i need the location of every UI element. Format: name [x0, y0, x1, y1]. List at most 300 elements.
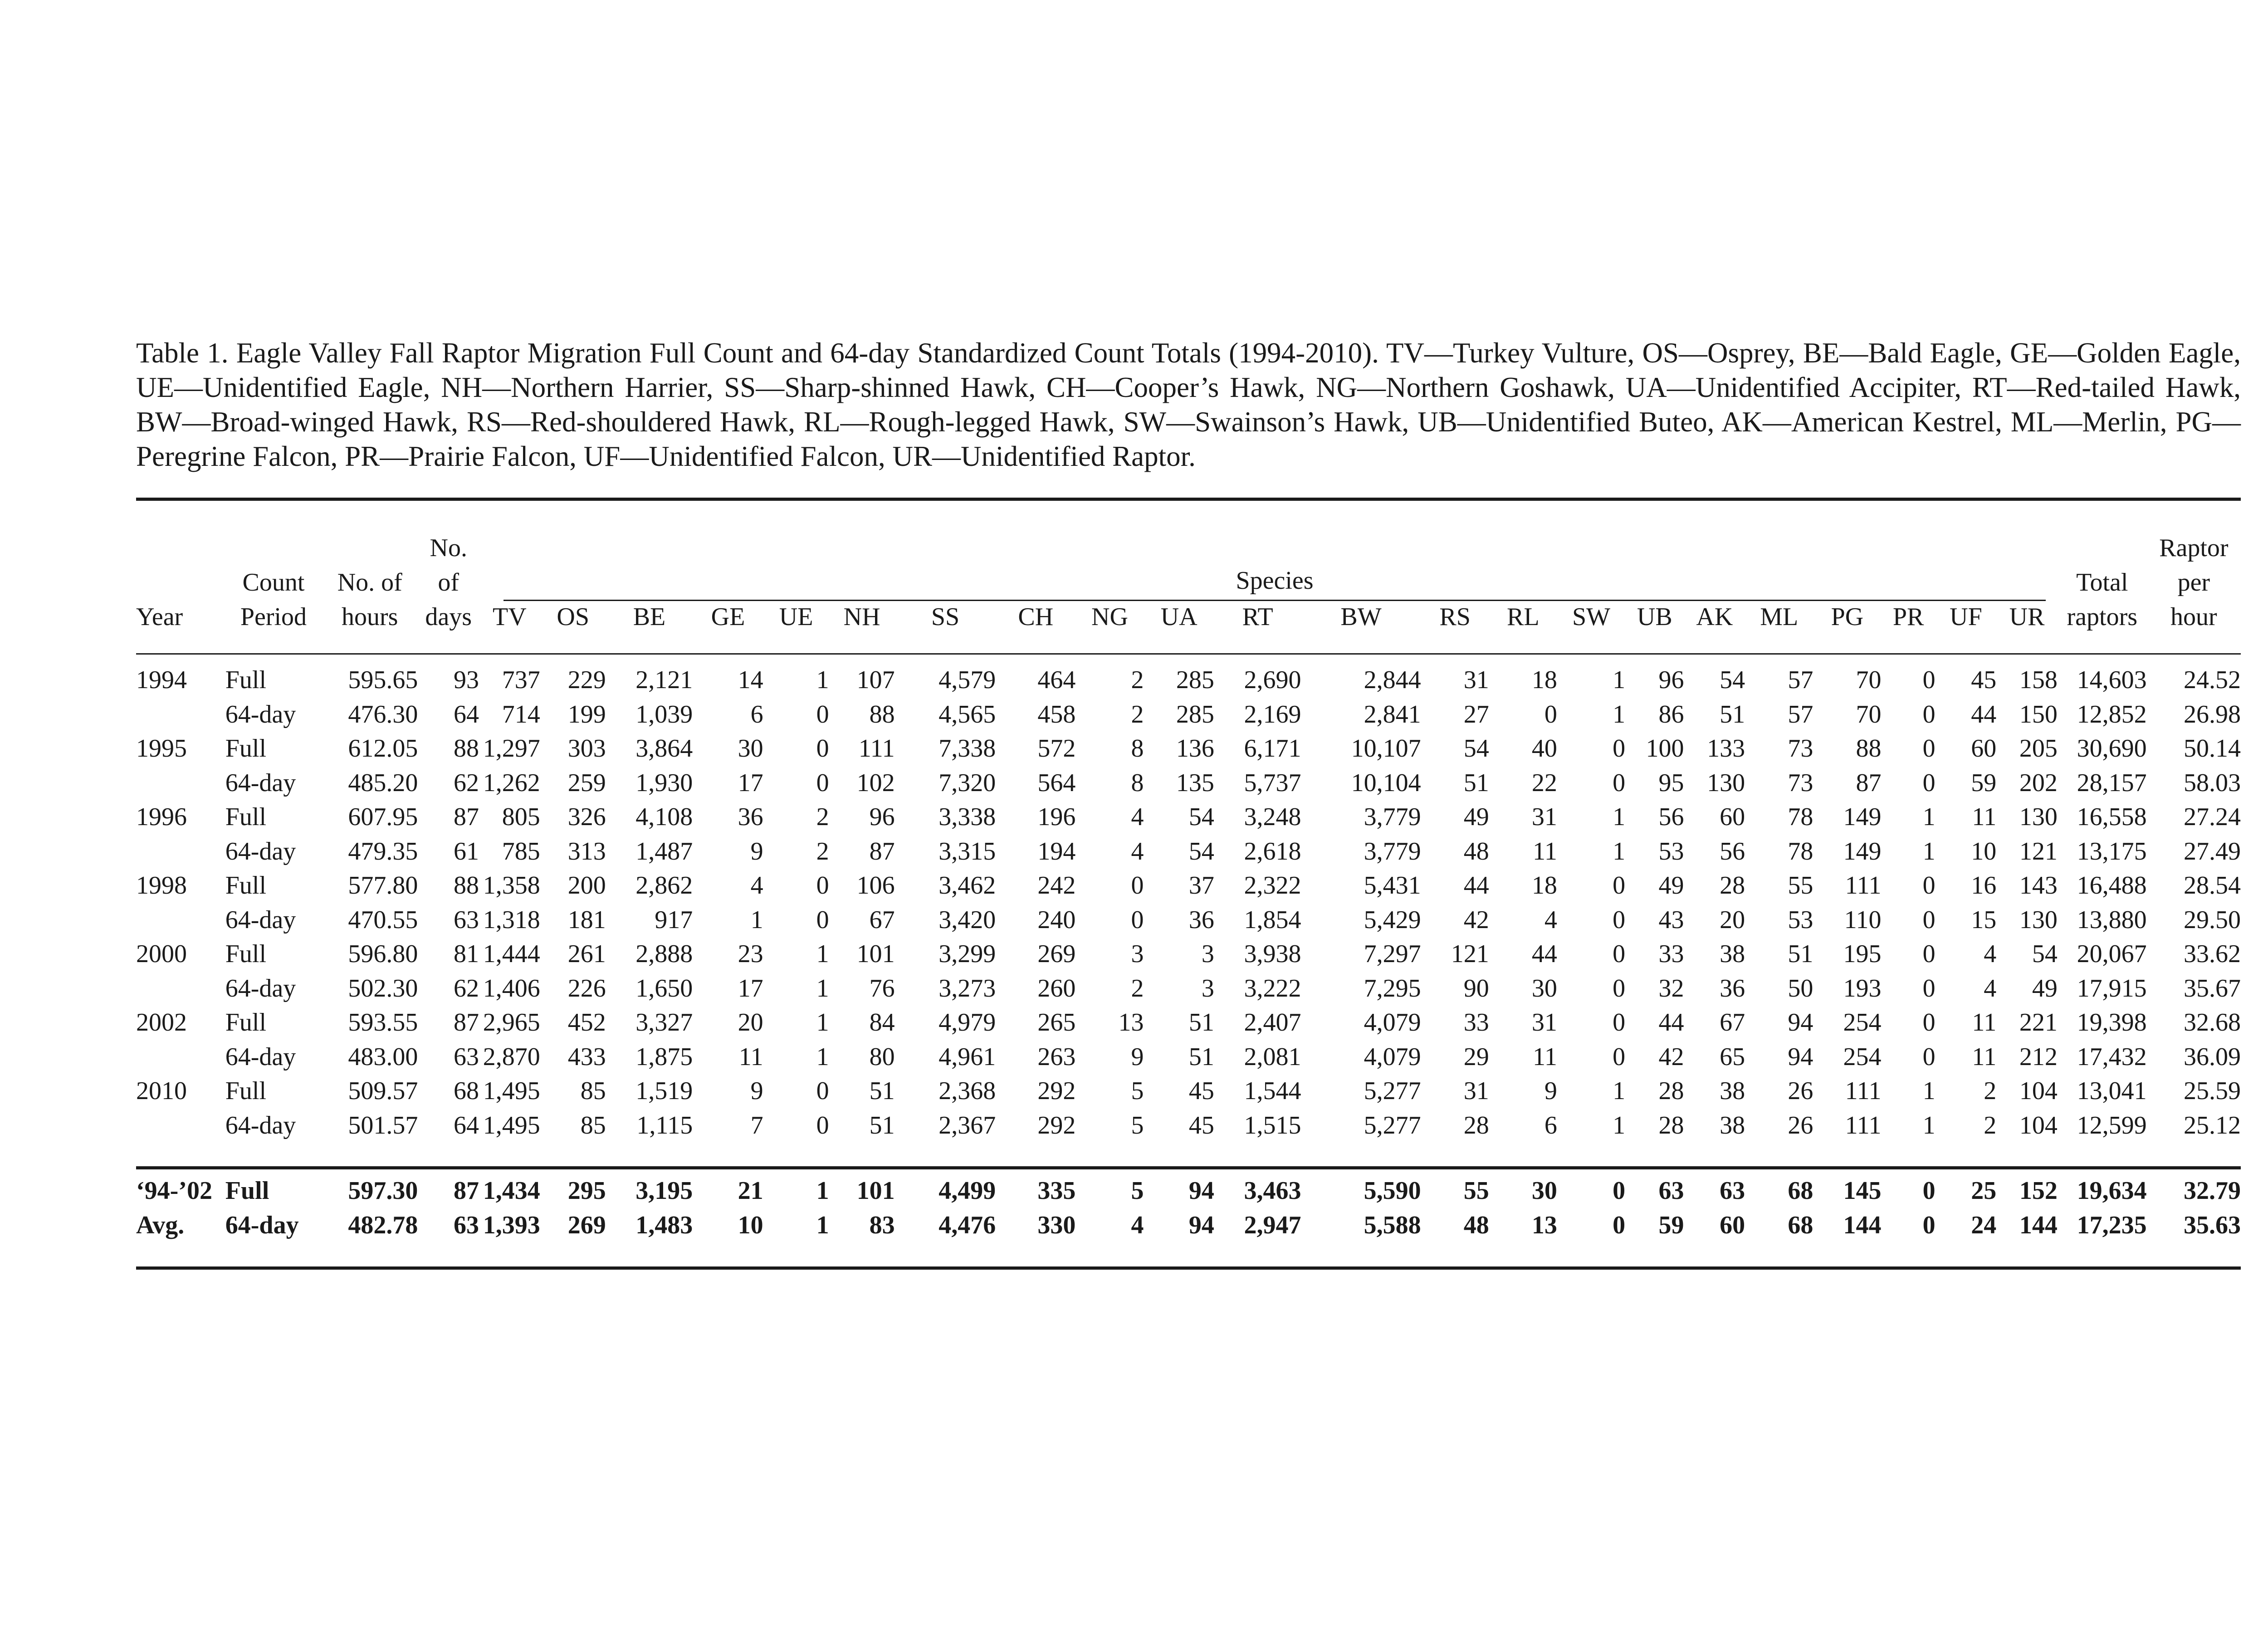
- table-cell: 2: [1131, 974, 1144, 1002]
- table-cell: 76: [869, 974, 895, 1002]
- table-cell: UF: [1950, 603, 1982, 631]
- table-cell: [136, 903, 225, 938]
- table-cell: 13,175: [2077, 837, 2147, 865]
- table-cell: [1882, 531, 1936, 565]
- table-cell: RL: [1507, 603, 1540, 631]
- table-cell: SW: [1572, 603, 1610, 631]
- table-cell: 3,195: [635, 1177, 693, 1205]
- table-cell: 63: [1720, 1177, 1745, 1205]
- table-cell: 226: [567, 974, 606, 1002]
- table-cell: 1,115: [636, 1111, 693, 1139]
- table-cell: 1,495: [483, 1111, 540, 1139]
- average-row: [136, 1208, 2241, 1243]
- table-cell: 1,544: [1244, 1077, 1301, 1105]
- table-cell: 2: [1984, 1077, 1997, 1105]
- table-cell: 292: [1037, 1111, 1076, 1139]
- table-cell: 135: [1176, 768, 1214, 797]
- table-cell: 20,067: [2077, 940, 2147, 968]
- table-cell: 0: [1613, 1211, 1626, 1239]
- table-cell: days: [425, 603, 472, 631]
- table-cell: 1: [1922, 1111, 1936, 1139]
- table-cell: 0: [1613, 940, 1626, 968]
- table-cell: 0: [1131, 871, 1144, 900]
- average-row: [136, 1174, 2241, 1208]
- table-cell: 595.65: [348, 666, 418, 694]
- table-cell: 31: [1463, 666, 1489, 694]
- table-cell: 0: [816, 1077, 829, 1105]
- table-cell: 31: [1531, 1008, 1557, 1037]
- table-cell: 181: [567, 905, 606, 934]
- table-cell: 11: [1972, 1008, 1997, 1037]
- table-cell: [996, 565, 1075, 600]
- table-cell: 16,558: [2077, 803, 2147, 831]
- table-cell: 18: [1531, 666, 1557, 694]
- table-cell: 63: [1658, 1177, 1684, 1205]
- table-row: [136, 869, 2241, 903]
- table-cell: 1: [816, 666, 829, 694]
- table-cell: 25.59: [2184, 1077, 2241, 1105]
- table-cell: 18: [1531, 871, 1557, 900]
- table-cell: 9: [750, 1077, 763, 1105]
- table-cell: 1,434: [483, 1177, 540, 1205]
- table-cell: [763, 531, 829, 565]
- table-cell: 265: [1037, 1008, 1076, 1037]
- table-cell: 143: [2019, 871, 2058, 900]
- table-cell: 8: [1131, 768, 1144, 797]
- table-cell: 42: [1463, 905, 1489, 934]
- table-cell: 242: [1037, 871, 1076, 900]
- table-cell: UA: [1160, 603, 1198, 631]
- table-cell: 2: [816, 803, 829, 831]
- table-cell: No.: [430, 534, 467, 562]
- table-cell: 4,979: [938, 1008, 996, 1037]
- table-cell: [1214, 531, 1301, 565]
- table-cell: 107: [856, 666, 895, 694]
- table-cell: 51: [1188, 1008, 1214, 1037]
- table-cell: 1,854: [1244, 905, 1301, 934]
- table-cell: 16,488: [2077, 871, 2147, 900]
- table-cell: [763, 565, 829, 600]
- table-cell: 28: [1658, 1077, 1684, 1105]
- table-cell: 1: [1613, 700, 1626, 728]
- table-cell: PG: [1831, 603, 1864, 631]
- table-cell: Full: [225, 1008, 267, 1037]
- table-cell: 100: [1646, 734, 1684, 763]
- table-cell: 2,618: [1244, 837, 1301, 865]
- table-cell: 452: [567, 1008, 606, 1037]
- table-cell: 73: [1788, 734, 1813, 763]
- table-cell: [1813, 565, 1881, 600]
- table-cell: 87: [1856, 768, 1882, 797]
- table-cell: 57: [1788, 666, 1813, 694]
- table-cell: 476.30: [348, 700, 418, 728]
- table-cell: 11: [738, 1042, 763, 1071]
- table-cell: 1: [1613, 803, 1626, 831]
- table-cell: 1,483: [635, 1211, 693, 1239]
- table-cell: [136, 972, 225, 1006]
- table-cell: 1998: [136, 871, 187, 900]
- table-cell: 51: [1463, 768, 1489, 797]
- table-cell: 917: [655, 905, 693, 934]
- table-cell: 24: [1971, 1211, 1997, 1239]
- table-cell: 303: [567, 734, 606, 763]
- table-cell: Full: [225, 734, 267, 763]
- table-cell: 133: [1707, 734, 1745, 763]
- table-cell: 5,277: [1364, 1111, 1421, 1139]
- table-row: [136, 732, 2241, 766]
- table-cell: PR: [1892, 603, 1924, 631]
- table-cell: 10,107: [1351, 734, 1421, 763]
- table-cell: [540, 565, 606, 600]
- table-cell: of: [438, 568, 459, 596]
- table-cell: 44: [1971, 700, 1997, 728]
- table-row: [136, 972, 2241, 1006]
- table-cell: 593.55: [348, 1008, 418, 1037]
- table-cell: 1,262: [483, 768, 540, 797]
- table-cell: 83: [869, 1211, 895, 1239]
- table-cell: 45: [1188, 1111, 1214, 1139]
- table-cell: 6,171: [1244, 734, 1301, 763]
- table-cell: 3,315: [938, 837, 996, 865]
- table-cell: 44: [1658, 1008, 1684, 1037]
- table-cell: 5,737: [1244, 768, 1301, 797]
- table-cell: 88: [869, 700, 895, 728]
- table-cell: 335: [1037, 1177, 1076, 1205]
- table-cell: [693, 531, 763, 565]
- table-cell: 12,599: [2077, 1111, 2147, 1139]
- table-cell: 27.49: [2184, 837, 2241, 865]
- table-cell: [996, 531, 1075, 565]
- table-cell: 0: [1922, 768, 1936, 797]
- table-cell: Raptor: [2159, 534, 2229, 562]
- table-cell: [1421, 531, 1489, 565]
- table-cell: 0: [1922, 905, 1936, 934]
- table-row: [136, 663, 2241, 698]
- table-cell: 0: [1613, 905, 1626, 934]
- table-cell: 254: [1843, 1042, 1882, 1071]
- table-cell: 44: [1531, 940, 1557, 968]
- table-cell: 145: [1843, 1177, 1882, 1205]
- table-cell: [606, 531, 693, 565]
- table-cell: [1684, 565, 1745, 600]
- table-cell: BW: [1340, 603, 1382, 631]
- table-cell: 596.80: [348, 940, 418, 968]
- table-cell: 60: [1971, 734, 1997, 763]
- table-cell: 6: [1544, 1111, 1557, 1139]
- table-cell: 130: [1707, 768, 1745, 797]
- table-cell: 0: [1922, 940, 1936, 968]
- table-cell: CH: [1018, 603, 1054, 631]
- table-cell: 3,864: [635, 734, 693, 763]
- table-cell: 7,320: [938, 768, 996, 797]
- table-cell: 470.55: [348, 905, 418, 934]
- table-cell: [1421, 565, 1489, 600]
- table-cell: 64-day: [225, 905, 296, 934]
- table-cell: 509.57: [348, 1077, 418, 1105]
- table-cell: Full: [225, 871, 267, 900]
- table-cell: 3,463: [1244, 1177, 1301, 1205]
- table-cell: 485.20: [348, 768, 418, 797]
- table-cell: 3,420: [938, 905, 996, 934]
- table-cell: 88: [1856, 734, 1882, 763]
- table-cell: 149: [1843, 803, 1882, 831]
- table-cell: [1557, 531, 1625, 565]
- header-row: [136, 600, 2241, 634]
- table-cell: 1,515: [1244, 1111, 1301, 1139]
- table-cell: 7,338: [938, 734, 996, 763]
- table-cell: 13: [1118, 1008, 1144, 1037]
- table-cell: [1996, 531, 2058, 565]
- table-cell: 26.98: [2184, 700, 2241, 728]
- table-cell: UB: [1637, 603, 1672, 631]
- table-cell: GE: [711, 603, 745, 631]
- table-cell: 240: [1037, 905, 1076, 934]
- table-cell: [1745, 531, 1813, 565]
- table-row: [136, 698, 2241, 732]
- table-cell: 0: [1544, 700, 1557, 728]
- table-cell: 110: [1844, 905, 1882, 934]
- table-cell: raptors: [2067, 603, 2138, 631]
- table-cell: 254: [1843, 1008, 1882, 1037]
- table-cell: 714: [502, 700, 540, 728]
- table-cell: 2,862: [635, 871, 693, 900]
- table-cell: 205: [2019, 734, 2058, 763]
- header-row: [136, 531, 2241, 565]
- table-cell: 0: [816, 905, 829, 934]
- table-cell: 612.05: [348, 734, 418, 763]
- table-cell: 144: [2019, 1211, 2058, 1239]
- table-cell: 36: [1720, 974, 1745, 1002]
- table-cell: 54: [2032, 940, 2058, 968]
- table-cell: 102: [856, 768, 895, 797]
- table-cell: 51: [869, 1077, 895, 1105]
- table-cell: 1,297: [483, 734, 540, 763]
- table-cell: 805: [502, 803, 540, 831]
- table-cell: 0: [816, 700, 829, 728]
- table-cell: [136, 835, 225, 869]
- table-cell: 11: [1532, 837, 1557, 865]
- table-cell: 4,079: [1364, 1008, 1421, 1037]
- table-cell: 229: [567, 666, 606, 694]
- table-cell: 2,368: [938, 1077, 996, 1105]
- table-cell: 81: [454, 940, 479, 968]
- table-cell: 54: [1188, 837, 1214, 865]
- table-cell: 1: [816, 1008, 829, 1037]
- table-cell: 212: [2019, 1042, 2058, 1071]
- table-cell: 199: [567, 700, 606, 728]
- table-cell: 0: [816, 734, 829, 763]
- table-cell: 313: [567, 837, 606, 865]
- table-row: [136, 1074, 2241, 1109]
- table-cell: [136, 698, 225, 732]
- table-cell: 0: [1922, 871, 1936, 900]
- table-cell: 70: [1856, 666, 1882, 694]
- table-cell: 4,961: [938, 1042, 996, 1071]
- table-cell: 5,590: [1364, 1177, 1421, 1205]
- table-cell: 87: [454, 1177, 479, 1205]
- table-cell: Year: [136, 603, 183, 631]
- table-cell: hours: [342, 603, 398, 631]
- table-cell: 27: [1463, 700, 1489, 728]
- table-cell: 5: [1131, 1111, 1144, 1139]
- table-row: [136, 766, 2241, 801]
- table-cell: [895, 531, 996, 565]
- table-cell: 12,852: [2077, 700, 2147, 728]
- table-cell: 7: [750, 1111, 763, 1139]
- table-cell: RS: [1439, 603, 1471, 631]
- table-cell: 51: [1788, 940, 1813, 968]
- table-row: [136, 835, 2241, 869]
- table-cell: 1: [1613, 1077, 1626, 1105]
- table-cell: 0: [816, 1111, 829, 1139]
- table-cell: 20: [1720, 905, 1745, 934]
- table-cell: 31: [1531, 803, 1557, 831]
- table-cell: 53: [1788, 905, 1813, 934]
- table-cell: [1489, 565, 1557, 600]
- table-cell: [1301, 531, 1421, 565]
- table-cell: 330: [1037, 1211, 1076, 1239]
- table-cell: 49: [1658, 871, 1684, 900]
- table-cell: 25: [1971, 1177, 1997, 1205]
- table-cell: Total: [2076, 568, 2128, 596]
- table-cell: 30,690: [2077, 734, 2147, 763]
- table-cell: 36.09: [2184, 1042, 2241, 1071]
- table-cell: 2000: [136, 940, 187, 968]
- table-cell: [136, 531, 225, 565]
- table-row: [136, 1006, 2241, 1040]
- table-cell: 111: [858, 734, 895, 763]
- table-cell: 4,579: [938, 666, 996, 694]
- table-cell: 1: [1613, 666, 1626, 694]
- table-cell: 150: [2019, 700, 2058, 728]
- table-cell: 2,841: [1364, 700, 1421, 728]
- table-cell: 2: [816, 837, 829, 865]
- table-cell: 152: [2019, 1177, 2058, 1205]
- table-cell: 130: [2019, 803, 2058, 831]
- table-cell: [136, 1040, 225, 1075]
- table-cell: 13,880: [2077, 905, 2147, 934]
- table-cell: 3,222: [1244, 974, 1301, 1002]
- table-cell: 10: [738, 1211, 763, 1239]
- table-cell: 2,870: [483, 1042, 540, 1071]
- table-cell: 1,358: [483, 871, 540, 900]
- table-cell: 292: [1037, 1077, 1076, 1105]
- table-cell: [1301, 565, 1421, 600]
- table-cell: 1,875: [635, 1042, 693, 1071]
- table-cell: NG: [1091, 603, 1128, 631]
- table-cell: [1882, 565, 1936, 600]
- table-cell: 26: [1788, 1111, 1813, 1139]
- table-cell: 16: [1971, 871, 1997, 900]
- table-cell: 33: [1463, 1008, 1489, 1037]
- table-cell: 19,398: [2077, 1008, 2147, 1037]
- table-cell: 10,104: [1351, 768, 1421, 797]
- table-cell: 1: [1613, 837, 1626, 865]
- table-cell: 62: [454, 768, 479, 797]
- table-cell: 193: [1843, 974, 1882, 1002]
- table-cell: 3,327: [635, 1008, 693, 1037]
- table-cell: 64: [454, 700, 479, 728]
- table-cell: 85: [580, 1111, 606, 1139]
- table-cell: 29.50: [2184, 905, 2241, 934]
- table-cell: 33: [1658, 940, 1684, 968]
- table-cell: 326: [567, 803, 606, 831]
- table-cell: Full: [225, 1177, 269, 1205]
- table-cell: 30: [738, 734, 763, 763]
- table-cell: 49: [2032, 974, 2058, 1002]
- table-cell: UR: [2009, 603, 2045, 631]
- table-cell: 0: [1613, 974, 1626, 1002]
- table-cell: 1: [1613, 1111, 1626, 1139]
- table-cell: 1: [1922, 1077, 1936, 1105]
- table-cell: 32: [1658, 974, 1684, 1002]
- table-cell: 63: [454, 905, 479, 934]
- table-cell: 17,235: [2077, 1211, 2147, 1239]
- table-cell: 32.79: [2184, 1177, 2241, 1205]
- table-cell: 36: [738, 803, 763, 831]
- table-cell: UE: [779, 603, 813, 631]
- table-cell: 121: [2019, 837, 2058, 865]
- table-cell: 1994: [136, 666, 187, 694]
- table-cell: 51: [869, 1111, 895, 1139]
- table-cell: 17: [738, 768, 763, 797]
- table-cell: 104: [2019, 1077, 2058, 1105]
- table-cell: 28: [1658, 1111, 1684, 1139]
- table-cell: 1: [816, 1211, 829, 1239]
- table-cell: Count: [242, 568, 305, 596]
- table-cell: 24.52: [2184, 666, 2241, 694]
- table-cell: 55: [1788, 871, 1813, 900]
- table-cell: 285: [1176, 700, 1214, 728]
- table-cell: 85: [580, 1077, 606, 1105]
- table-cell: 14,603: [2077, 666, 2147, 694]
- table-cell: 2,322: [1244, 871, 1301, 900]
- table-cell: 501.57: [348, 1111, 418, 1139]
- table-cell: 2,407: [1244, 1008, 1301, 1037]
- table-cell: 64-day: [225, 1042, 296, 1071]
- table-cell: 57: [1788, 700, 1813, 728]
- table-cell: 3,779: [1364, 803, 1421, 831]
- table-cell: 15: [1971, 905, 1997, 934]
- table-cell: BE: [633, 603, 666, 631]
- table-cell: 785: [502, 837, 540, 865]
- table-cell: 90: [1463, 974, 1489, 1002]
- table-cell: 2: [1131, 700, 1144, 728]
- table-cell: 68: [454, 1077, 479, 1105]
- table-cell: [225, 531, 322, 565]
- table-cell: 14: [738, 666, 763, 694]
- table-cell: 7,297: [1364, 940, 1421, 968]
- table-cell: 6: [750, 700, 763, 728]
- table-row: [136, 1109, 2241, 1143]
- table-cell: 158: [2019, 666, 2058, 694]
- table-cell: 10: [1971, 837, 1997, 865]
- table-cell: 1: [816, 1042, 829, 1071]
- table-cell: 37: [1188, 871, 1214, 900]
- table-cell: 59: [1658, 1211, 1684, 1239]
- table-cell: 1,930: [635, 768, 693, 797]
- table-cell: 11: [1972, 803, 1997, 831]
- table-cell: 1: [816, 940, 829, 968]
- table-cell: 4: [1984, 974, 1997, 1002]
- table-cell: 56: [1720, 837, 1745, 865]
- table-cell: 94: [1188, 1177, 1214, 1205]
- table-cell: [1684, 531, 1745, 565]
- table-cell: 64-day: [225, 837, 296, 865]
- table-cell: 33.62: [2184, 940, 2241, 968]
- table-cell: 28.54: [2184, 871, 2241, 900]
- table-cell: 1996: [136, 803, 187, 831]
